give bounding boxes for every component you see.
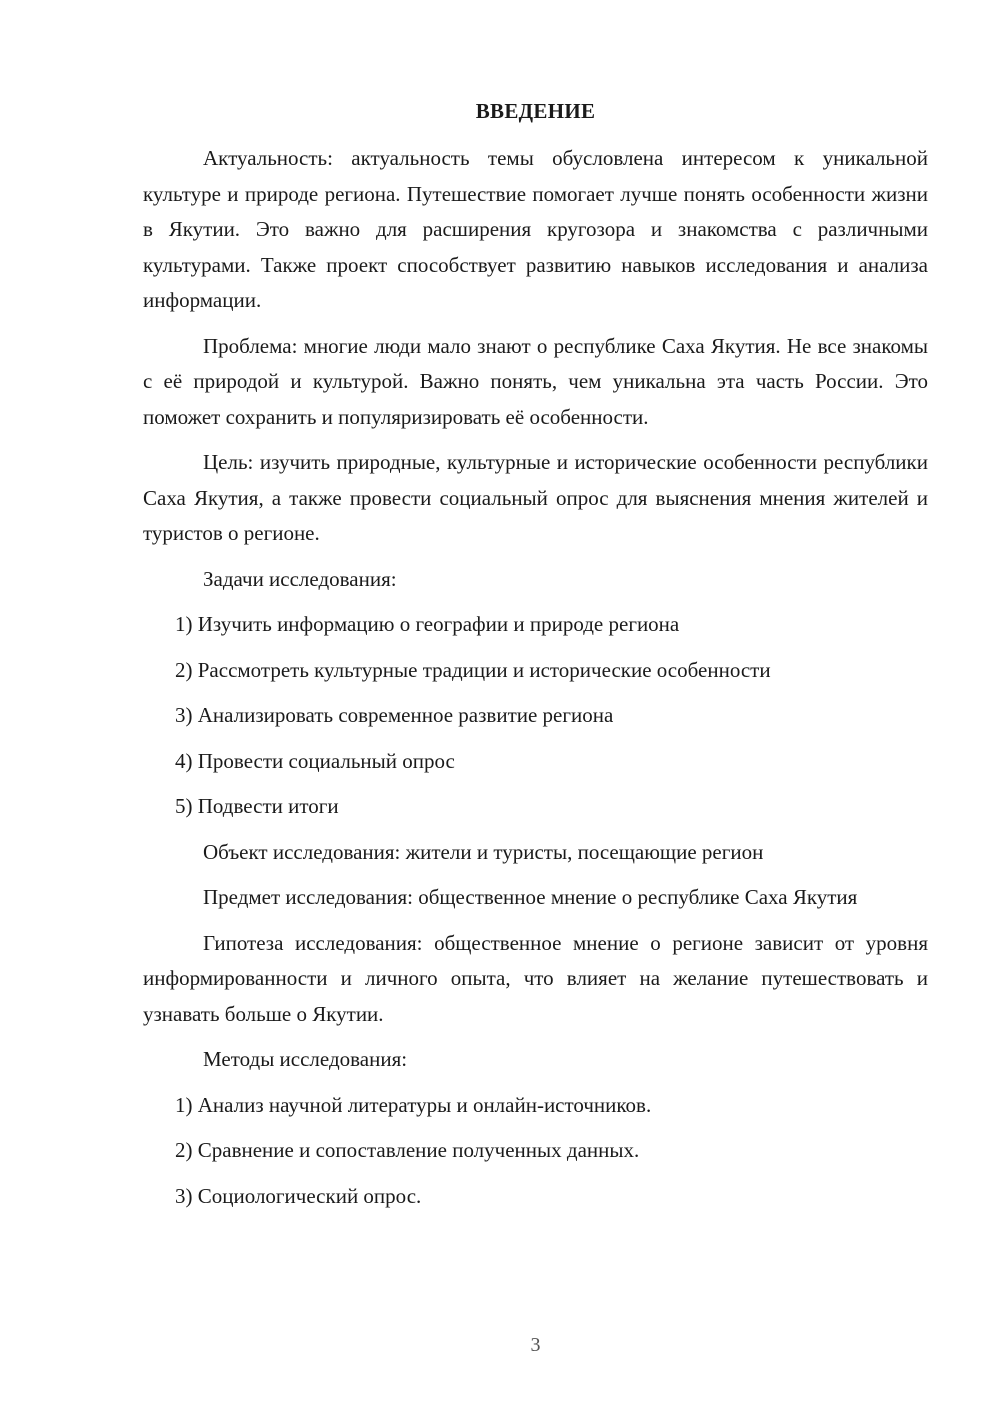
object-paragraph: Объект исследования: жители и туристы, посещающие регион — [203, 839, 764, 864]
subject-paragraph: Предмет исследования: общественное мнение о республике Саха Якутия — [203, 885, 858, 909]
list-item: 3) Анализировать современное развитие региона — [175, 703, 614, 727]
document-body — [143, 141, 928, 1224]
tasks-list — [143, 607, 928, 825]
document-page — [143, 0, 928, 1414]
tasks-heading: Задачи исследования: — [203, 566, 397, 591]
relevance-paragraph: Актуальность: актуальность темы обусловлена интересом к уникальной культуре и природе региона. Путешествие помогает лучше понять особенности жизни в Якутии. Это важно для расширения кругозора и знакомства с различными культурами. Также проект способствует развитию навыков исследования и анализа информации. — [143, 146, 928, 312]
list-item: 1) Анализ научной литературы и онлайн-источников. — [175, 1092, 652, 1117]
hypothesis-paragraph: Гипотеза исследования: общественное мнение о регионе зависит от уровня информированности и личного опыта, что влияет на желание путешествовать и узнавать больше о Якутии. — [143, 930, 928, 1026]
page-title: ВВЕДЕНИЕ — [475, 99, 596, 123]
list-item: 5) Подвести итоги — [175, 794, 339, 818]
goal-paragraph: Цель: изучить природные, культурные и исторические особенности республики Саха Якутия, а также провести социальный опрос для выяснения мнения жителей и туристов о регионе. — [143, 450, 928, 545]
list-item: 2) Рассмотреть культурные традиции и исторические особенности — [175, 657, 771, 682]
methods-list — [143, 1088, 928, 1215]
page-number: 3 — [530, 1334, 541, 1356]
list-item: 2) Сравнение и сопоставление полученных данных. — [175, 1138, 640, 1162]
list-item: 1) Изучить информацию о географии и природе региона — [175, 612, 680, 636]
problem-paragraph: Проблема: многие люди мало знают о республике Саха Якутия. Не все знакомы с её природой и культурой. Важно понять, чем уникальна эта часть России. Это поможет сохранить и популяризировать её особенности. — [143, 333, 928, 429]
methods-heading: Методы исследования: — [203, 1047, 408, 1071]
list-item: 3) Социологический опрос. — [175, 1183, 422, 1208]
list-item: 4) Провести социальный опрос — [175, 748, 455, 773]
